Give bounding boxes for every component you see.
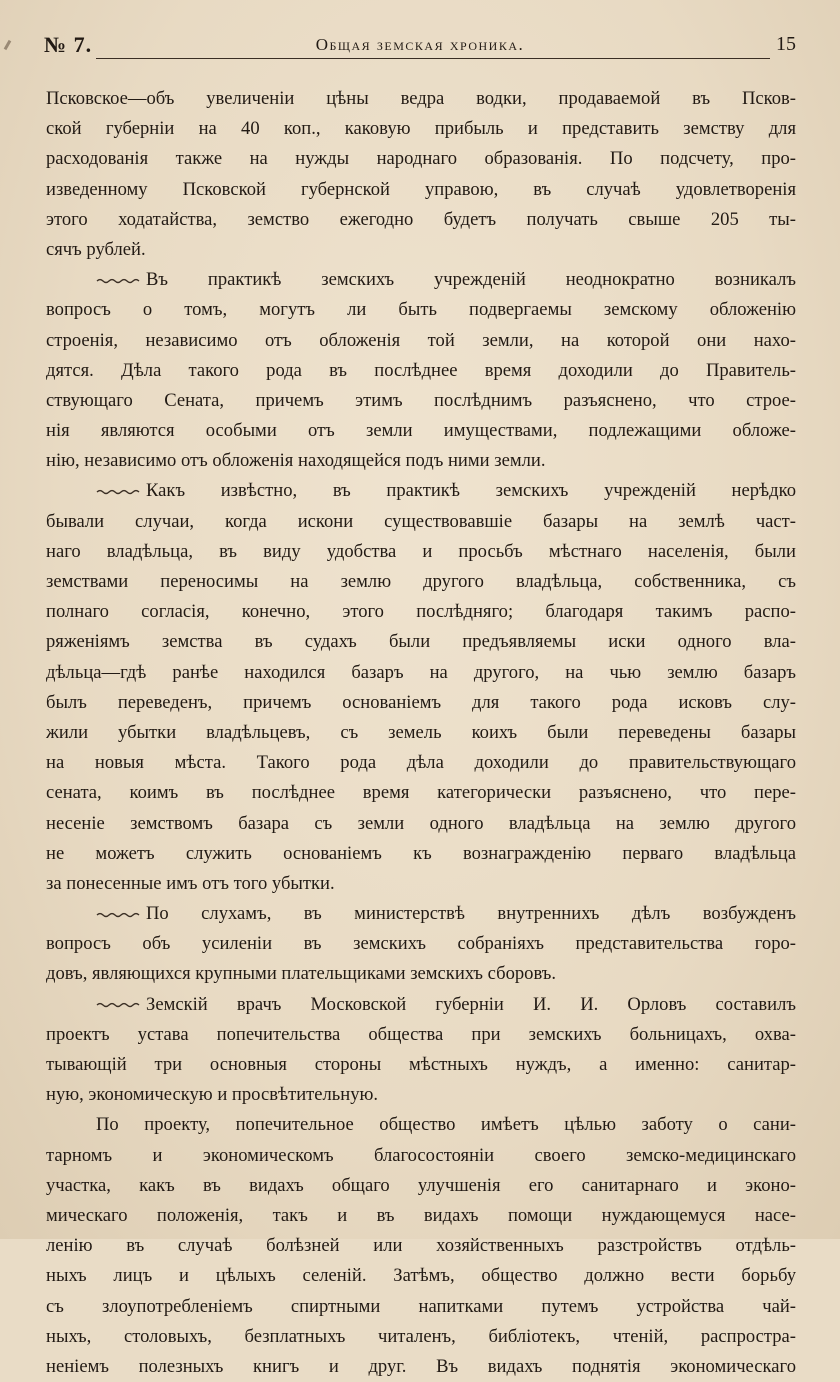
text-line: [46, 144, 796, 174]
line-text: дятся. Дѣла такого рода въ послѣднее время доходили до Правитель-: [46, 359, 796, 381]
line-text: проектъ устава попечительства общества при земскихъ больницахъ, охва-: [46, 1023, 796, 1045]
text-line: [46, 627, 796, 657]
header-rule: [96, 58, 770, 59]
text-line: [46, 809, 796, 839]
line-text: бывали случаи, когда искони существовавшіе базары на землѣ част-: [46, 510, 796, 532]
text-line: [46, 1201, 796, 1231]
text-line: [46, 235, 796, 265]
line-text: довъ, являющихся крупными плательщиками земскихъ сборовъ.: [46, 963, 557, 985]
text-line: [46, 1261, 796, 1291]
line-text: несеніе земствомъ базара съ земли одного владѣльца на землю другого: [46, 812, 796, 834]
text-line: [46, 1322, 796, 1352]
line-text: тарномъ и экономическомъ благосостояніи своего земско-медицинскаго: [46, 1144, 796, 1166]
text-line: [46, 507, 796, 537]
line-text: Псковское—объ увеличеніи цѣны ведра водки, продаваемой въ Псков-: [46, 88, 796, 109]
line-text: съ злоупотребленіемъ спиртными напитками путемъ устройства чай-: [46, 1295, 796, 1317]
text-line: [46, 1231, 796, 1261]
text-line: [46, 990, 796, 1020]
line-text: ныхъ лицъ и цѣлыхъ селеній. Затѣмъ, общество должно вести борьбу: [46, 1265, 796, 1287]
text-line: [46, 839, 796, 869]
line-text: жили убытки владѣльцевъ, съ земель коихъ были переведены базары: [46, 721, 796, 743]
text-line: [46, 205, 796, 235]
text-line: [46, 597, 796, 627]
text-line: [46, 959, 796, 989]
text-line: [46, 1171, 796, 1201]
text-line: [46, 84, 796, 114]
line-text: ную, экономическую и просвѣтительную.: [46, 1084, 379, 1106]
paragraph-dash-icon: [96, 277, 140, 285]
text-line: [46, 748, 796, 778]
text-line: [46, 175, 796, 205]
issue-number: № 7.: [44, 32, 93, 57]
line-text: расходованія также на нужды народнаго образованія. По подсчету, про-: [46, 148, 796, 170]
line-text: ныхъ, столовыхъ, безплатныхъ читаленъ, библіотекъ, чтеній, распростра-: [46, 1325, 796, 1347]
text-line: [46, 869, 796, 899]
line-text: полнаго согласія, конечно, этого послѣдняго; благодаря такимъ распо-: [46, 601, 796, 623]
line-text: сената, коимъ въ послѣднее время категорически разъяснено, что пере-: [46, 782, 796, 804]
line-text: земствами переносимы на землю другого владѣльца, собственника, съ: [46, 571, 796, 592]
text-line: [46, 1110, 796, 1140]
text-line: [46, 929, 796, 959]
line-text: ленію въ случаѣ болѣзней или хозяйственныхъ разстройствъ отдѣль-: [46, 1235, 796, 1257]
text-line: [46, 1020, 796, 1050]
line-text: тывающій три основныя стороны мѣстныхъ нуждъ, а именно: санитар-: [46, 1054, 796, 1075]
ink-mark: [4, 40, 12, 50]
text-line: [46, 326, 796, 356]
line-text: на новыя мѣста. Такого рода дѣла доходили до правительствующаго: [46, 752, 796, 774]
text-line: [46, 778, 796, 808]
text-line: [46, 476, 796, 506]
line-text: По проекту, попечительное общество имѣетъ цѣлью заботу о сани-: [96, 1114, 796, 1136]
line-text: ской губерніи на 40 коп., каковую прибыль и представить земству для: [46, 118, 796, 140]
text-line: [46, 1292, 796, 1322]
line-text: ствующаго Сената, причемъ этимъ послѣднимъ разъяснено, что строе-: [46, 389, 796, 411]
line-text: нія являются особыми отъ земли имуществами, подлежащими обложе-: [46, 420, 796, 442]
line-text: не можетъ служить основаніемъ къ вознагражденію перваго владѣльца: [46, 842, 796, 864]
text-line: [46, 446, 796, 476]
text-line: [46, 295, 796, 325]
line-text: По слухамъ, въ министерствѣ внутреннихъ дѣлъ возбужденъ: [146, 903, 796, 925]
text-line: [46, 688, 796, 718]
text-line: [46, 356, 796, 386]
text-line: [46, 114, 796, 144]
page-header: [44, 28, 796, 60]
line-text: Въ практикѣ земскихъ учрежденій неоднократно возникалъ: [146, 269, 796, 291]
text-line: [46, 567, 796, 597]
text-line: [46, 658, 796, 688]
line-text: былъ переведенъ, причемъ основаніемъ для такого рода исковъ слу-: [46, 691, 796, 713]
line-text: вопросъ объ усиленіи въ земскихъ собраніяхъ представительства горо-: [46, 933, 796, 955]
line-text: мическаго положенія, такъ и въ видахъ помощи нуждающемуся насе-: [46, 1204, 796, 1226]
line-text: за понесенные имъ отъ того убытки.: [46, 872, 335, 894]
text-line: [46, 718, 796, 748]
paragraph-dash-icon: [96, 911, 140, 919]
text-line: [46, 1050, 796, 1080]
paragraph-dash-icon: [96, 488, 140, 496]
line-text: вопросъ о томъ, могутъ ли быть подвергаемы земскому обложенію: [46, 299, 796, 321]
line-text: участка, какъ въ видахъ общаго улучшенія его санитарнаго и эконо-: [46, 1174, 796, 1196]
running-title: Общая земская хроника.: [315, 35, 525, 54]
page-number: 15: [776, 33, 796, 55]
line-text: неніемъ полезныхъ книгъ и друг. Въ видахъ поднятія экономическаго: [46, 1355, 796, 1377]
line-text: дѣльца—гдѣ ранѣе находился базаръ на другого, на чью землю базаръ: [46, 661, 796, 683]
text-line: [46, 265, 796, 295]
text-line: [46, 537, 796, 567]
line-text: Земскій врачъ Московской губерніи И. И. Орловъ составилъ: [146, 993, 796, 1015]
line-text: наго владѣльца, въ виду удобства и просьбъ мѣстнаго населенія, были: [46, 540, 796, 562]
text-line: [46, 386, 796, 416]
text-line: [46, 416, 796, 446]
line-text: сячъ рублей.: [46, 238, 146, 260]
text-line: [46, 1141, 796, 1171]
text-line: [46, 1080, 796, 1110]
line-text: ряженіямъ земства въ судахъ были предъявляемы иски одного вла-: [46, 631, 796, 653]
line-text: строенія, независимо отъ обложенія той земли, на которой они нахо-: [46, 329, 796, 351]
text-line: [46, 1352, 796, 1382]
line-text: изведенному Псковской губернской управою, въ случаѣ удовлетворенія: [46, 178, 796, 200]
line-text: Какъ извѣстно, въ практикѣ земскихъ учрежденій нерѣдко: [146, 480, 796, 502]
text-line: [46, 899, 796, 929]
body-text: [46, 84, 796, 1382]
line-text: этого ходатайства, земство ежегодно будетъ получать свыше 205 ты-: [46, 208, 796, 230]
line-text: нію, независимо отъ обложенія находящейся подъ ними земли.: [46, 450, 546, 472]
paragraph-dash-icon: [96, 1001, 140, 1009]
